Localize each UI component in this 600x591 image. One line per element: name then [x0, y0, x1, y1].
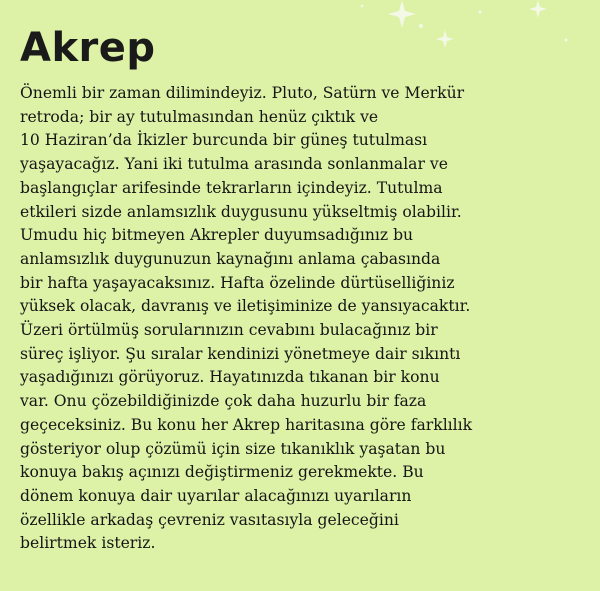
horoscope-paragraph [20, 82, 472, 556]
paragraph-line: var. Onu çözebildiğinizde çok daha huzurlu bir faza [20, 392, 427, 411]
paragraph-line: geçeceksiniz. Bu konu her Akrep haritasına göre farklılık [20, 415, 473, 434]
paragraph-line: Umudu hiç bitmeyen Akrepler duyumsadığınız bu [20, 226, 414, 245]
paragraph-line: özellikle arkadaş çevreniz vasıtasıyla geleceğini [20, 510, 399, 529]
page-title: Akrep [20, 25, 156, 71]
star-icon [436, 30, 454, 48]
paragraph-line: gösteriyor olup çözümü için size tıkanıklık yaşatan bu [20, 439, 446, 458]
paragraph-line: yaşadığınızı görüyoruz. Hayatınızda tıkanan bir konu [20, 368, 440, 387]
paragraph-line: 10 Haziran’da İkizler burcunda bir güneş tutulması [20, 131, 428, 150]
star-icon [388, 0, 416, 28]
paragraph-line: yüksek olacak, davranış ve iletişiminize de yansıyacaktır. [20, 297, 471, 316]
sparkle-dot [478, 10, 481, 13]
paragraph-line: Üzeri örtülmüş sorularınızın cevabını bulacağınız bir [20, 321, 438, 340]
paragraph-line: yaşayacağız. Yani iki tutulma arasında sonlanmalar ve [20, 155, 448, 174]
paragraph-line: süreç işliyor. Şu sıralar kendinizi yönetmeye dair sıkıntı [20, 344, 461, 363]
paragraph-line: dönem konuya dair uyarılar alacağınızı uyarıların [20, 486, 412, 505]
sparkle-dot [361, 5, 364, 8]
paragraph-line: anlamsızlık duygunuzun kaynağını anlama çabasında [20, 249, 441, 268]
sparkle-dot [565, 39, 568, 42]
paragraph-line: etkileri sizde anlamsızlık duygusunu yükseltmiş olabilir. [20, 202, 462, 221]
paragraph-line: retroda; bir ay tutulmasından henüz çıktık ve [20, 107, 379, 126]
paragraph-line: bir hafta yaşayacaksınız. Hafta özelinde dürtüselliğiniz [20, 273, 455, 292]
paragraph-line: Önemli bir zaman dilimindeyiz. Pluto, Satürn ve Merkür [20, 84, 465, 102]
star-icon [529, 0, 547, 18]
sparkle-dot [419, 24, 423, 28]
paragraph-line: başlangıçlar arifesinde tekrarların içindeyiz. Tutulma [20, 178, 443, 197]
paragraph-line: konuya bakış açınızı değiştirmeniz gerekmekte. Bu [20, 463, 424, 482]
paragraph-line: belirtmek isteriz. [20, 534, 156, 553]
